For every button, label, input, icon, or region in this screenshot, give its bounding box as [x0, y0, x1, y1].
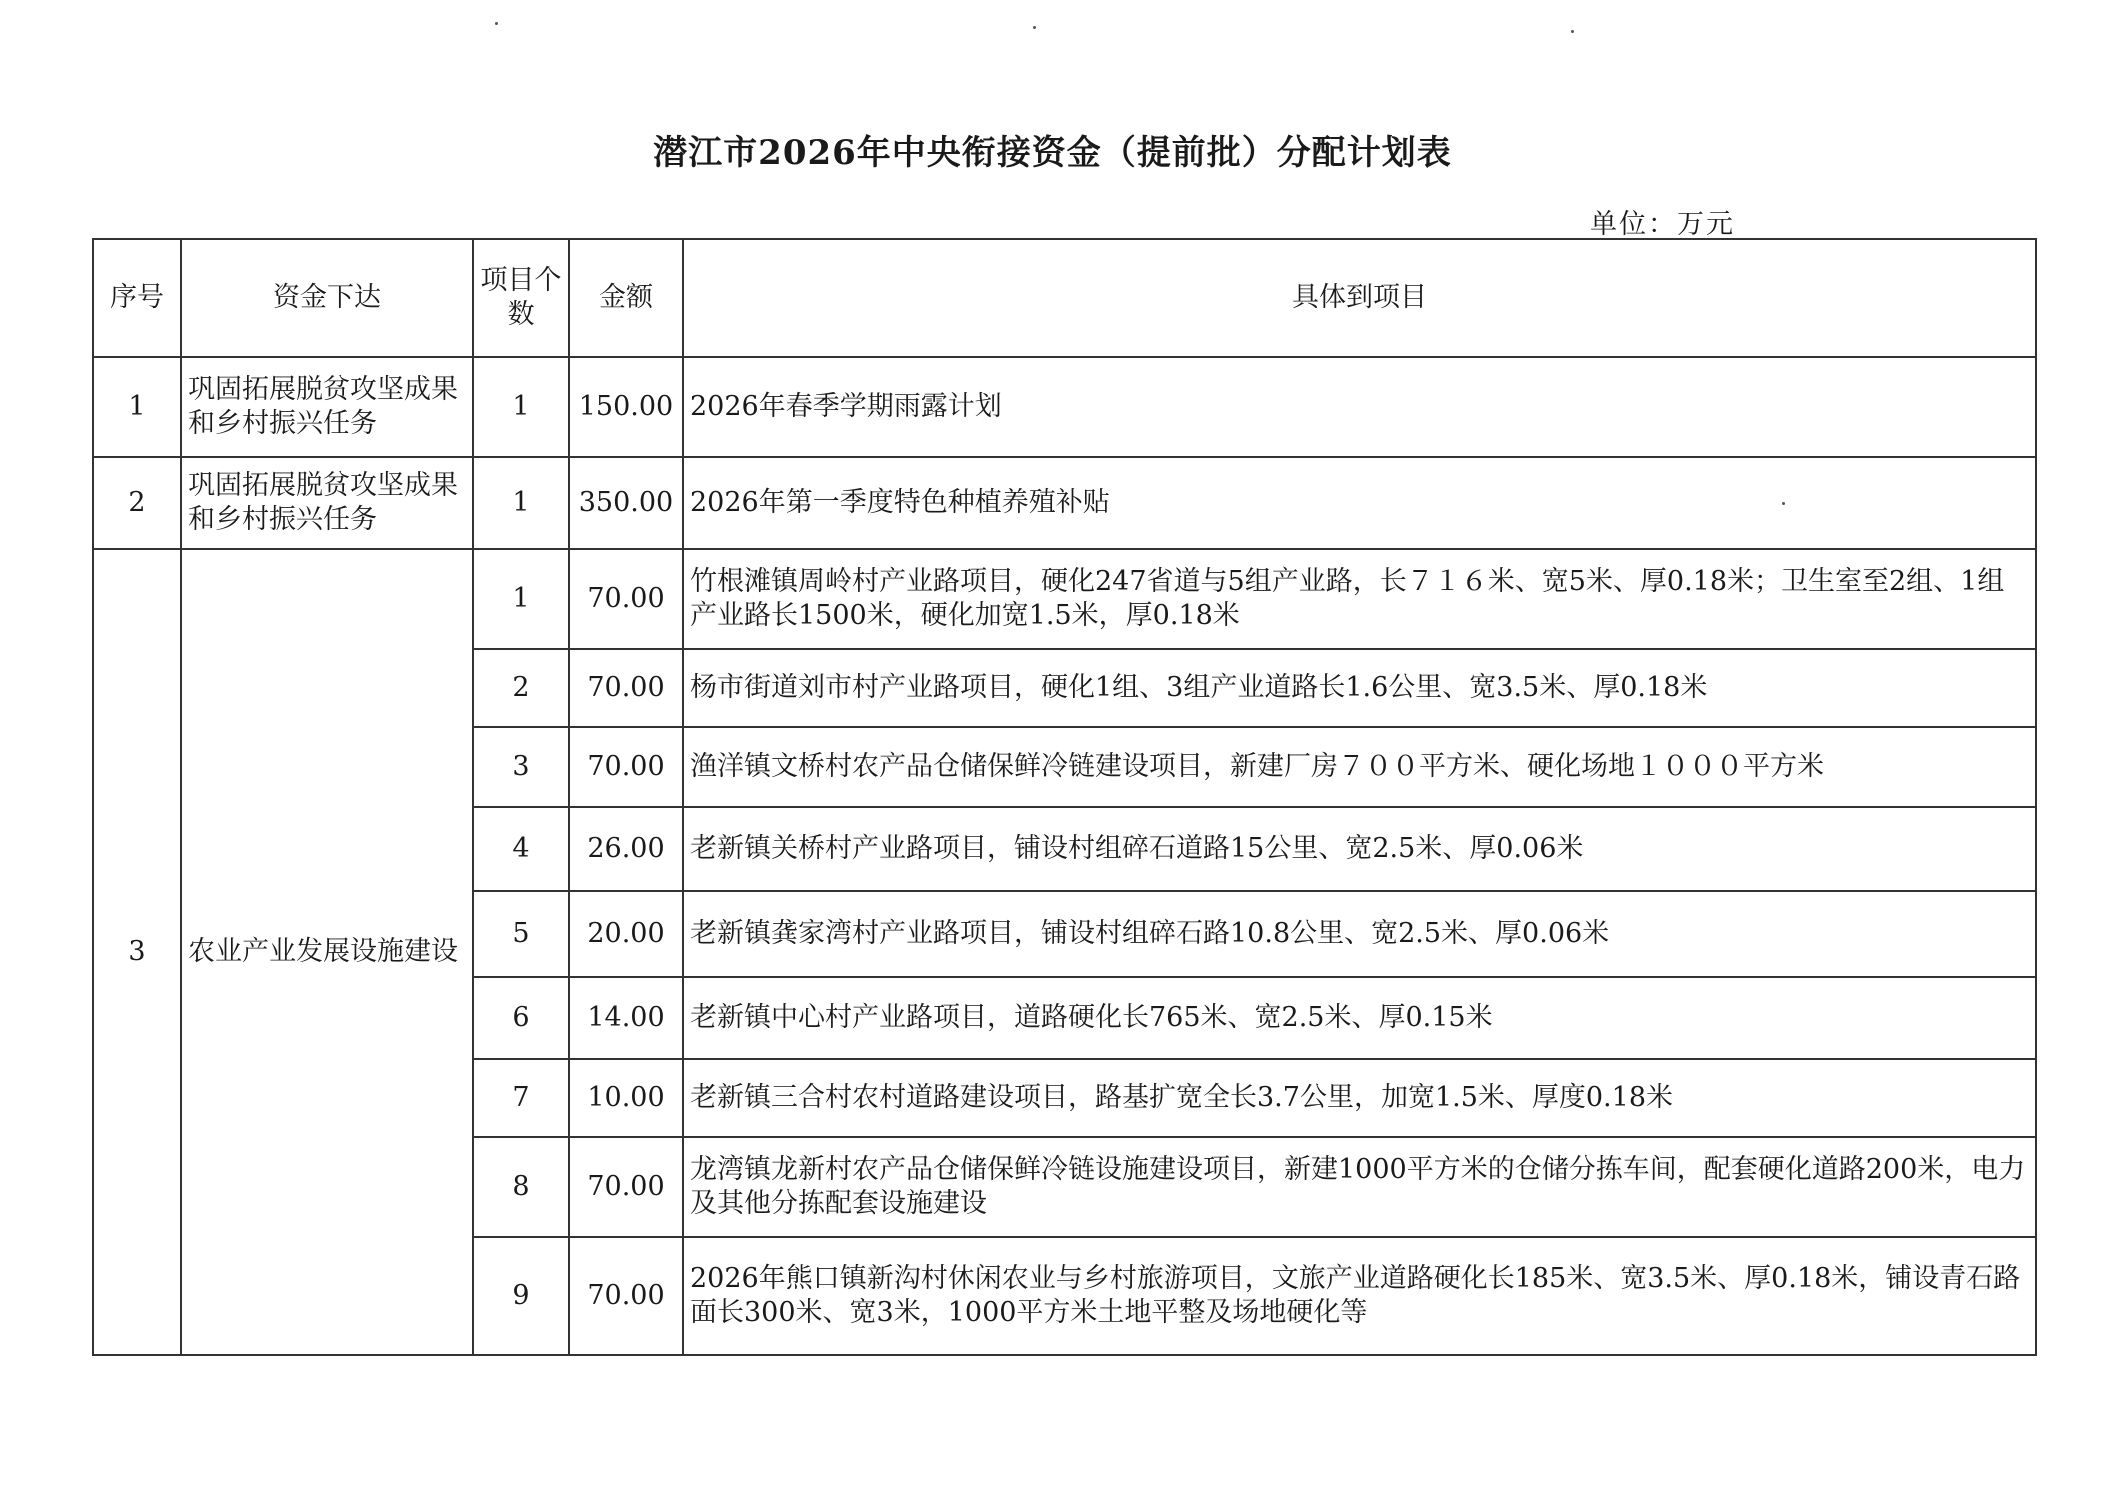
- row-amount: 70.00: [569, 649, 683, 727]
- header-fund: 资金下达: [181, 239, 473, 357]
- table-row: [93, 457, 2036, 549]
- row-amount: 70.00: [569, 549, 683, 649]
- row-count: 7: [473, 1059, 569, 1137]
- row-amount: 26.00: [569, 807, 683, 891]
- row-detail: 杨市街道刘市村产业路项目，硬化1组、3组产业道路长1.6公里、宽3.5米、厚0.18米: [683, 649, 2036, 727]
- row-detail: 老新镇龚家湾村产业路项目，铺设村组碎石路10.8公里、宽2.5米、厚0.06米: [683, 891, 2036, 977]
- row-count: 4: [473, 807, 569, 891]
- row-amount: 20.00: [569, 891, 683, 977]
- row-detail: 老新镇三合村农村道路建设项目，路基扩宽全长3.7公里，加宽1.5米、厚度0.18米: [683, 1059, 2036, 1137]
- row-detail: 老新镇关桥村产业路项目，铺设村组碎石道路15公里、宽2.5米、厚0.06米: [683, 807, 2036, 891]
- row-seq: 1: [93, 357, 181, 457]
- row-count: 1: [473, 357, 569, 457]
- row-seq: 2: [93, 457, 181, 549]
- row-fund: 巩固拓展脱贫攻坚成果和乡村振兴任务: [181, 457, 473, 549]
- row-count: 1: [473, 549, 569, 649]
- allocation-table-wrapper: [92, 238, 2037, 1356]
- group-seq: 3: [93, 549, 181, 1355]
- scan-speck: [495, 22, 498, 25]
- row-amount: 70.00: [569, 727, 683, 807]
- table-row: [93, 549, 2036, 649]
- row-detail: 渔洋镇文桥村农产品仓储保鲜冷链建设项目，新建厂房７００平方米、硬化场地１０００平方米: [683, 727, 2036, 807]
- header-detail: 具体到项目: [683, 239, 2036, 357]
- header-amount: 金额: [569, 239, 683, 357]
- row-amount: 70.00: [569, 1237, 683, 1355]
- unit-label: 单位：万元: [1590, 209, 1735, 240]
- table-header-row: [93, 239, 2036, 357]
- row-count: 6: [473, 977, 569, 1059]
- row-amount: 10.00: [569, 1059, 683, 1137]
- row-count: 1: [473, 457, 569, 549]
- scan-speck: [1033, 26, 1036, 29]
- row-detail: 2026年春季学期雨露计划: [683, 357, 2036, 457]
- row-detail: 老新镇中心村产业路项目，道路硬化长765米、宽2.5米、厚0.15米: [683, 977, 2036, 1059]
- row-detail: 2026年第一季度特色种植养殖补贴: [683, 457, 2036, 549]
- row-amount: 150.00: [569, 357, 683, 457]
- row-detail: 2026年熊口镇新沟村休闲农业与乡村旅游项目，文旅产业道路硬化长185米、宽3.5米、厚0.18米，铺设青石路面长300米、宽3米，1000平方米土地平整及场地硬化等: [683, 1237, 2036, 1355]
- scan-speck: [1571, 30, 1574, 33]
- page-title: 潜江市2026年中央衔接资金（提前批）分配计划表: [653, 133, 1452, 173]
- row-count: 3: [473, 727, 569, 807]
- row-amount: 350.00: [569, 457, 683, 549]
- header-seq: 序号: [93, 239, 181, 357]
- row-count: 9: [473, 1237, 569, 1355]
- row-fund: 巩固拓展脱贫攻坚成果和乡村振兴任务: [181, 357, 473, 457]
- row-amount: 14.00: [569, 977, 683, 1059]
- group-fund: 农业产业发展设施建设: [181, 549, 473, 1355]
- row-detail: 竹根滩镇周岭村产业路项目，硬化247省道与5组产业路，长７１６米、宽5米、厚0.18米；卫生室至2组、1组产业路长1500米，硬化加宽1.5米，厚0.18米: [683, 549, 2036, 649]
- row-count: 8: [473, 1137, 569, 1237]
- row-count: 5: [473, 891, 569, 977]
- row-count: 2: [473, 649, 569, 727]
- row-amount: 70.00: [569, 1137, 683, 1237]
- header-count: 项目个数: [473, 239, 569, 357]
- allocation-table: [92, 238, 2037, 1356]
- row-detail: 龙湾镇龙新村农产品仓储保鲜冷链设施建设项目，新建1000平方米的仓储分拣车间，配套硬化道路200米，电力及其他分拣配套设施建设: [683, 1137, 2036, 1237]
- table-row: [93, 357, 2036, 457]
